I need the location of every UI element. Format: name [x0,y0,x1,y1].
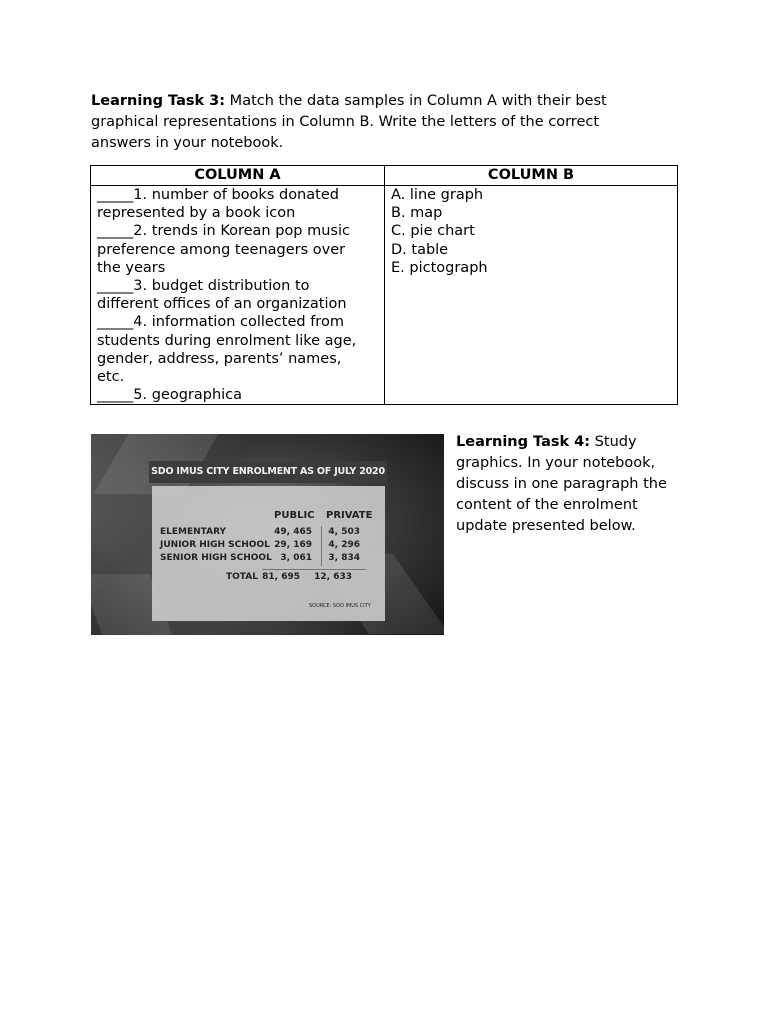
value-public-senior-high: 3, 061 [280,553,312,563]
row-label-elementary: ELEMENTARY [160,527,227,537]
column-a-line: gender, address, parents’ names, [97,350,342,367]
public-header: PUBLIC [274,510,315,521]
value-private-senior-high: 3, 834 [328,553,360,563]
column-a-line: preference among teenagers over [97,241,346,258]
table-body-row [91,186,678,405]
learning-task-3-instructions [91,91,651,154]
table-header-row [91,166,678,186]
column-b-option: B. map [391,205,443,222]
private-header: PRIVATE [326,510,373,521]
task-4-text: Study graphics. In your notebook, discuss in one paragraph the content of the enrolment update presented below. [456,434,667,534]
column-a-line: _____1. number of books donated [97,187,339,203]
column-b-header: COLUMN B [385,166,678,186]
column-a-line: _____5. geographica [97,387,243,404]
value-private-elementary: 4, 503 [328,527,360,537]
column-b-option: D. table [391,241,449,258]
matching-table [90,165,678,405]
column-a-line: different offices of an organization [97,296,347,313]
enrolment-title: SDO IMUS CITY ENROLMENT AS OF JULY 2020 [149,461,387,483]
column-b-option: A. line graph [391,187,484,203]
value-private-total: 12, 633 [314,572,352,582]
row-label-total: TOTAL [226,572,258,582]
column-a-line: etc. [97,369,125,386]
column-a-line: students during enrolment like age, [97,332,357,349]
row-label-senior-high: SENIOR HIGH SCHOOL [160,553,272,563]
enrolment-graphic [91,434,444,635]
value-public-elementary: 49, 465 [274,527,312,537]
learning-task-4-instructions [456,432,686,537]
task-4-label: Learning Task 4: [456,434,591,450]
source-note: SOURCE: SDO IMUS CITY [309,603,371,609]
column-a-cell [91,186,385,405]
column-a-line: _____4. information collected from [97,314,344,331]
column-a-line: the years [97,259,166,276]
total-divider [262,569,366,570]
value-public-junior-high: 29, 169 [274,540,312,550]
value-private-junior-high: 4, 296 [328,540,360,550]
column-a-header: COLUMN A [91,166,385,186]
task-3-text: Match the data samples in Column A with their best graphical representations in Column B. Write the letters of the correct answers in your notebook. [91,93,607,151]
column-b-option: C. pie chart [391,223,475,240]
enrolment-panel [152,486,385,621]
column-b-option: E. pictograph [391,259,488,276]
column-b-cell [385,186,678,405]
column-a-line: represented by a book icon [97,205,296,222]
row-label-junior-high: JUNIOR HIGH SCHOOL [160,540,270,550]
task-3-label: Learning Task 3: [91,93,226,109]
column-a-line: _____3. budget distribution to [97,278,310,295]
value-public-total: 81, 695 [262,572,300,582]
column-divider [321,526,322,566]
column-a-line: _____2. trends in Korean pop music [97,223,350,240]
